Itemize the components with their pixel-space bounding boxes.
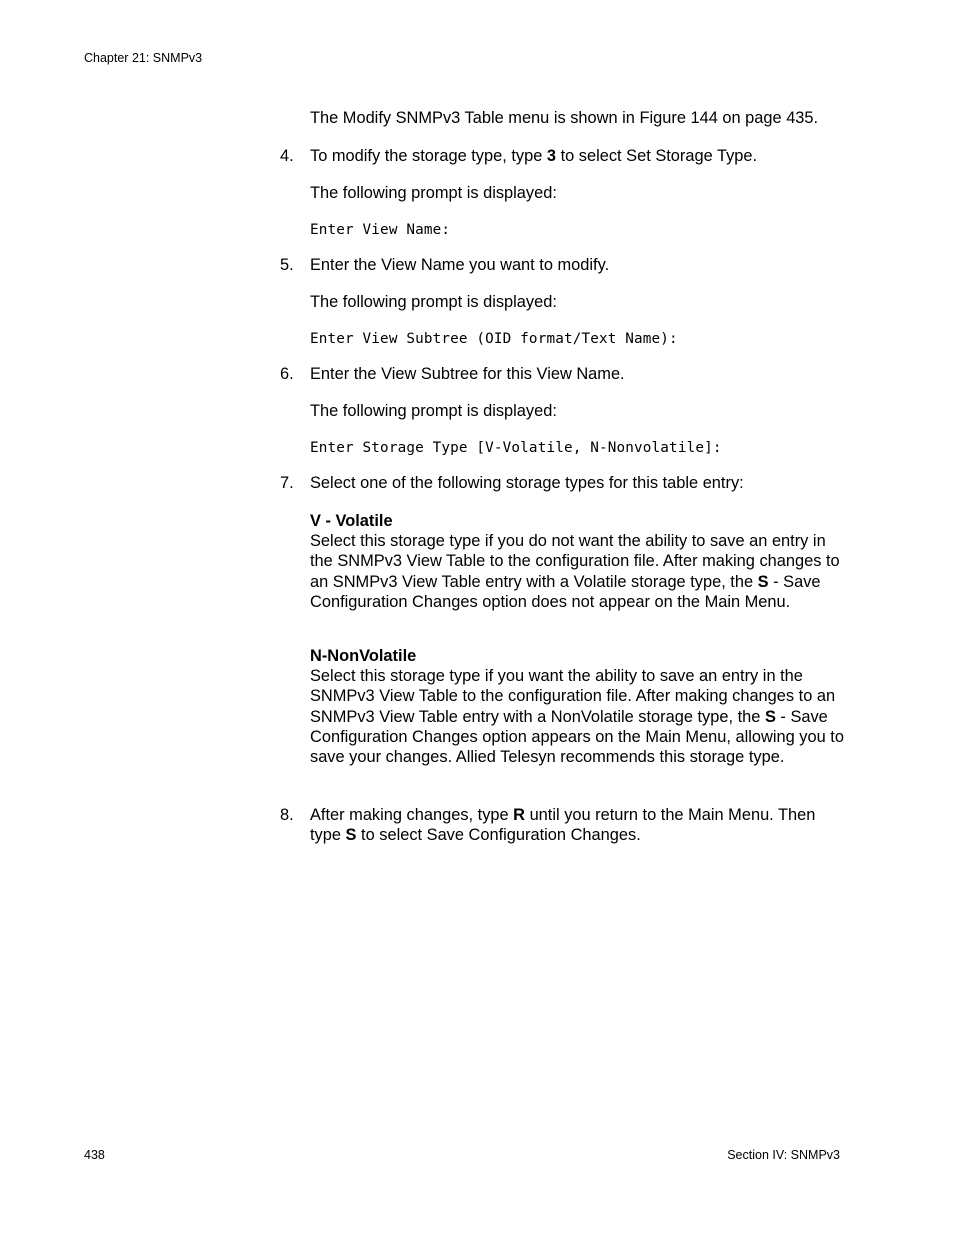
page-number: 438 xyxy=(84,1148,105,1162)
step-8 xyxy=(280,805,850,846)
step-text: Select one of the following storage types for this table entry: xyxy=(310,474,744,492)
step-7 xyxy=(280,473,850,493)
step-number: 7. xyxy=(280,474,294,492)
step-text: Enter the View Name you want to modify. xyxy=(310,256,610,274)
key-r: R xyxy=(513,806,526,824)
step-number: 5. xyxy=(280,256,294,274)
step-text-mid: until you return to the Main Menu. Then type xyxy=(310,806,816,845)
key-s: S xyxy=(345,826,357,845)
prompt-view-name: Enter View Name: xyxy=(310,222,451,238)
key-s: S xyxy=(757,572,769,591)
nonvolatile-description xyxy=(310,666,850,767)
volatile-title: V - Volatile xyxy=(310,512,393,530)
step-4 xyxy=(280,146,850,166)
volatile-description xyxy=(310,531,850,612)
volatile-text: Select this storage type if you do not want the ability to save an entry in the SNMPv3 View Table to the configuration file. After making changes to an SNMPv3 View Table entry with a Volatile storage type, the xyxy=(310,532,840,591)
step-text: After making changes, type xyxy=(310,806,514,824)
step-number: 6. xyxy=(280,365,294,383)
volatile-text-end: - Save Configuration Changes option does not appear on the Main Menu. xyxy=(310,572,821,611)
running-header: Chapter 21: SNMPv3 xyxy=(84,51,203,65)
nonvolatile-text-end: - Save Configuration Changes option appears on the Main Menu, allowing you to save your changes. Allied Telesyn recommends this storage type. xyxy=(310,707,844,767)
running-footer: Section IV: SNMPv3 xyxy=(727,1148,840,1162)
step-text: Enter the View Subtree for this View Name. xyxy=(310,365,625,383)
step-number: 8. xyxy=(280,806,294,824)
step-5 xyxy=(280,255,850,275)
prompt-label: The following prompt is displayed: xyxy=(310,293,557,311)
prompt-label: The following prompt is displayed: xyxy=(310,184,557,202)
step-text: To modify the storage type, type xyxy=(310,147,547,165)
key-s: S xyxy=(764,707,776,726)
intro-paragraph: The Modify SNMPv3 Table menu is shown in Figure 144 on page 435. xyxy=(310,109,819,127)
key-3: 3 xyxy=(546,147,557,165)
nonvolatile-title: N-NonVolatile xyxy=(310,647,417,665)
prompt-storage-type: Enter Storage Type [V-Volatile, N-Nonvolatile]: xyxy=(310,440,722,456)
step-text-end: to select Save Configuration Changes. xyxy=(356,826,641,845)
step-number: 4. xyxy=(280,147,294,165)
prompt-label: The following prompt is displayed: xyxy=(310,402,557,420)
prompt-view-subtree: Enter View Subtree (OID format/Text Name): xyxy=(310,331,678,347)
nonvolatile-text: Select this storage type if you want the ability to save an entry in the SNMPv3 View Table to the configuration file. After making changes to an SNMPv3 View Table entry with a NonVolatile storage type, the xyxy=(310,667,836,726)
step-text-end: to select Set Storage Type. xyxy=(556,147,758,165)
step-6 xyxy=(280,364,850,384)
